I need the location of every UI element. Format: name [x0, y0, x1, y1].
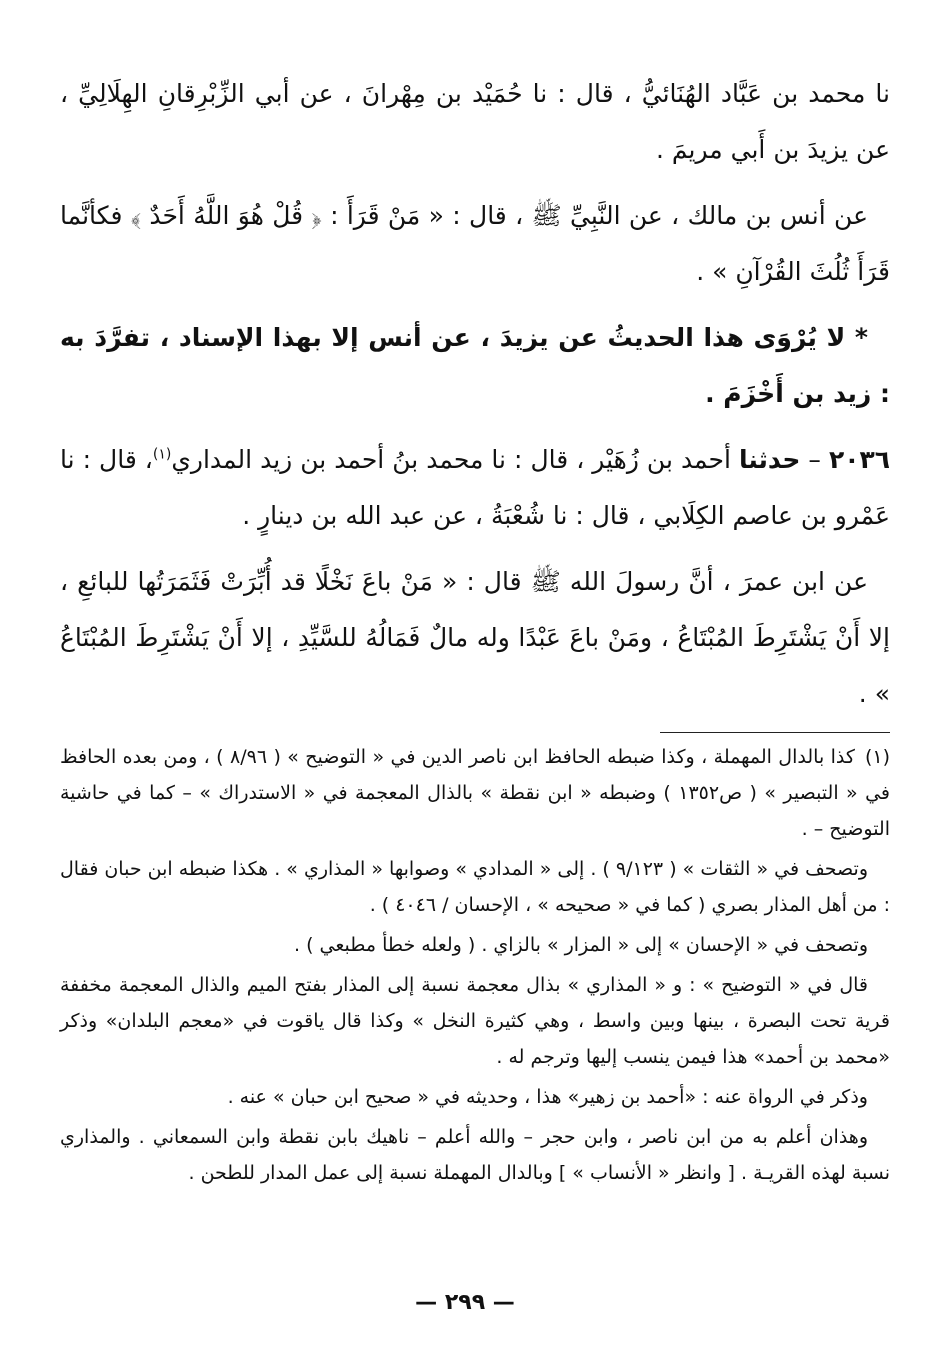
hadith-number: ٢٠٣٦	[828, 445, 890, 474]
hadith-isnad-part2: ، قال : نا عَمْرو بن عاصم الكِلَابي ، قال : نا شُعْبَةُ ، عن عبد الله بن دينارٍ .	[60, 445, 890, 530]
page-number: — ٢٩٩ —	[415, 1290, 515, 1315]
footnote-number: (١)	[864, 746, 890, 768]
footnote-paragraph-2: وتصحف في « الثقات » ( ٩/١٢٣ ) . إلى « المدادي » وصوابها « المذاري » . هكذا ضبطه ابن حبان فقال : من أهل المذار بصري ( كما في « صحيحه » ، الإحسان / ٤٠٤٦ ) .	[60, 858, 890, 916]
main-text	[60, 66, 890, 722]
paragraph-isnad-1: نا محمد بن عَبَّاد الهُنَائيُّ ، قال : نا حُمَيْد بن مِهْرانَ ، عن أبي الزِّبْرِقانِ الهِلَالِيِّ ، عن يزيدَ بن أَبي مريمَ .	[60, 79, 890, 164]
footnote-paragraph-6: وهذان أعلم به من ابن ناصر ، وابن حجر – والله أعلم – ناهيك بابن نقطة وابن السمعاني . والمذاري نسبة لهذه القريـة . [ وانظر « الأنساب » ] وبالدال المهملة نسبة إلى عمل المدار للطحن .	[60, 1126, 890, 1184]
hadith-dash: –	[800, 445, 829, 474]
page	[60, 66, 890, 1195]
hadith-opener: حدثنا	[738, 445, 801, 474]
footnote-paragraph-3: وتصحف في « الإحسان » إلى « المزار » بالزاي . ( ولعله خطأ مطبعي ) .	[294, 934, 868, 956]
footnote-paragraph-5: وذكر في الرواة عنه : «أحمد بن زهير» هذا ، وحديثه في « صحيح ابن حبان » عنه .	[227, 1086, 868, 1108]
footnote-paragraph-4: قال في « التوضيح » : و « المذاري » بذال معجمة نسبة إلى المذار بفتح الميم والذال المعجمة مخففة قرية تحت البصرة ، بينها وبين واسط ، وهي كثيرة النخل » وكذا قال ياقوت في «معجم البلدان» وذكر «محمد بن أحمد» هذا فيمن ينسب إليها وترجم له .	[60, 974, 890, 1068]
footnotes	[60, 739, 890, 1191]
hadith-isnad-part1: أحمد بن زُهَيْر ، قال : نا محمد بنُ أحمد بن زيد المداري	[171, 445, 739, 474]
footnote-divider	[660, 732, 890, 733]
footnote-reference[interactable]: (١)	[152, 446, 172, 463]
footnote-1-text: كذا بالدال المهملة ، وكذا ضبطه الحافظ ابن ناصر الدين في « التوضيح » ( ٨/٩٦ ) ، ومن بعده الحافظ في « التبصير » ( ص١٣٥٢ ) وضبطه « ابن نقطة » بالذال المعجمة في « الاستدراك » – كما في حاشية التوضيح – .	[60, 746, 890, 840]
paragraph-commentary: * لا يُرْوَى هذا الحديثُ عن يزيدَ ، عن أنس إلا بهذا الإسناد ، تفرَّدَ به : زيد بن أَخْزَمَ .	[60, 323, 890, 408]
paragraph-matn-1: عن أنس بن مالك ، عن النَّبِيِّ ﷺ ، قال : « مَنْ قَرَأَ : ﴿ قُلْ هُوَ اللَّهُ أَحَدٌ ﴾ فكأنَّما قَرَأَ ثُلُثَ القُرْآنِ » .	[60, 201, 890, 286]
paragraph-hadith-2036	[60, 432, 890, 544]
paragraph-matn-2: عن ابن عمرَ ، أنَّ رسولَ الله ﷺ قال : « مَنْ باعَ نَخْلًا قد أُبِّرَتْ فَثَمَرَتُها للبائعِ ، إلا أَنْ يَشْتَرِطَ المُبْتَاعُ ، ومَنْ باعَ عَبْدًا وله مالٌ فَمَالُهُ للسَّيِّدِ ، إلا أَنْ يَشْتَرِطَ المُبْتَاعُ » .	[60, 567, 890, 708]
footnote-1	[60, 739, 890, 847]
